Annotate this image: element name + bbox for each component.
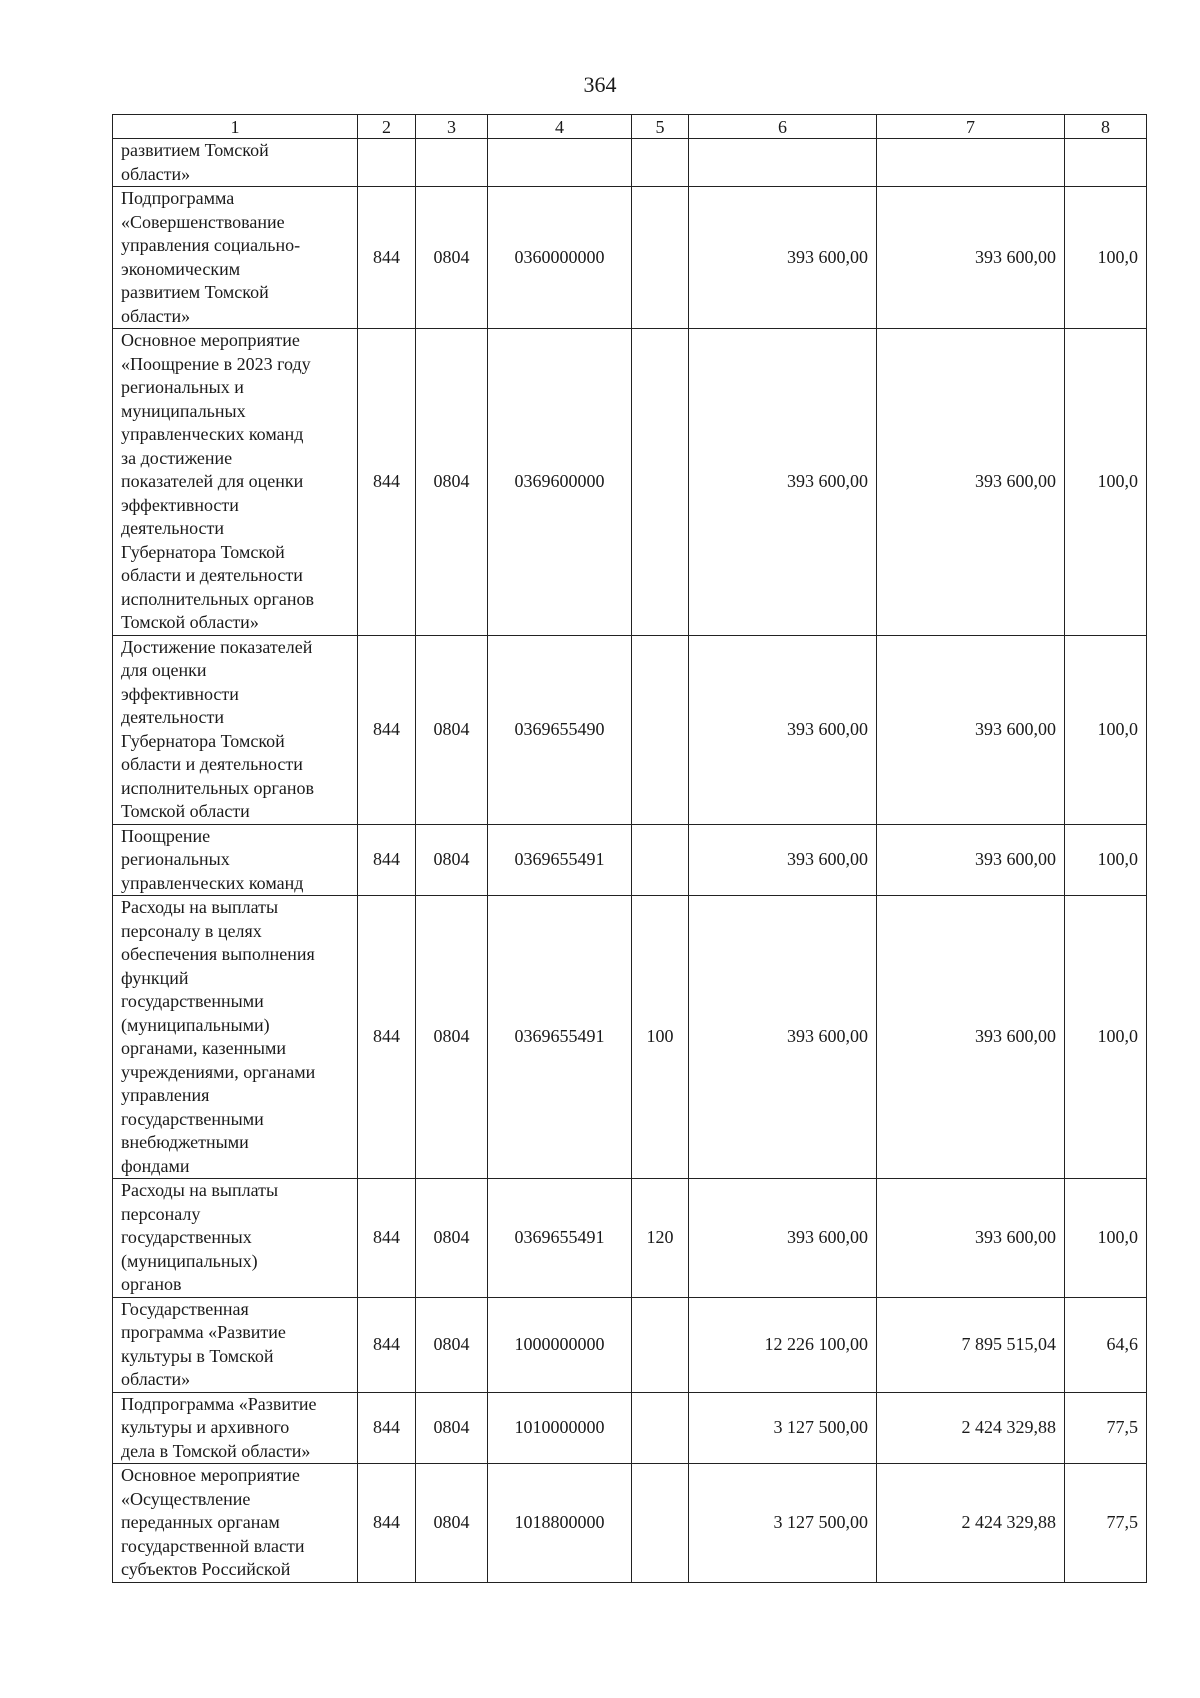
col4-cell: 0369655491: [488, 824, 632, 896]
col3-cell: 0804: [416, 187, 488, 329]
name-cell: Основное мероприятие «Поощрение в 2023 году региональных и муниципальных управленческих команд за достижение показателей для оценки эффективности деятельности Губернатора Томской области и деятельности исполнительных органов Томской области»: [113, 329, 358, 636]
col7-cell: 393 600,00: [877, 1179, 1065, 1298]
col8-cell: 100,0: [1065, 896, 1147, 1179]
col2-cell: 844: [358, 1392, 416, 1464]
col2-cell: 844: [358, 635, 416, 824]
col5-cell: 100: [632, 896, 689, 1179]
col2-cell: 844: [358, 329, 416, 636]
col2-cell: 844: [358, 1464, 416, 1583]
col3-cell: 0804: [416, 1297, 488, 1392]
col6-cell: 393 600,00: [689, 1179, 877, 1298]
col5-cell: [632, 187, 689, 329]
col5-cell: [632, 1297, 689, 1392]
col-header-7: 7: [877, 115, 1065, 139]
col-header-6: 6: [689, 115, 877, 139]
col6-cell: 3 127 500,00: [689, 1464, 877, 1583]
table-row: [113, 1392, 1147, 1464]
col8-cell: 77,5: [1065, 1392, 1147, 1464]
col5-cell: 120: [632, 1179, 689, 1298]
table-row: [113, 635, 1147, 824]
col7-cell: 393 600,00: [877, 329, 1065, 636]
col7-cell: 2 424 329,88: [877, 1392, 1065, 1464]
name-cell: Расходы на выплаты персоналу государственных (муниципальных) органов: [113, 1179, 358, 1298]
col-header-4: 4: [488, 115, 632, 139]
col6-cell: 393 600,00: [689, 187, 877, 329]
col4-cell: 1010000000: [488, 1392, 632, 1464]
col6-cell: [689, 139, 877, 187]
budget-table: [112, 114, 1147, 1583]
col2-cell: 844: [358, 187, 416, 329]
col4-cell: 0369655490: [488, 635, 632, 824]
col2-cell: 844: [358, 1179, 416, 1298]
table-row: [113, 1464, 1147, 1583]
col4-cell: 0369655491: [488, 896, 632, 1179]
col7-cell: 393 600,00: [877, 187, 1065, 329]
name-cell: Достижение показателей для оценки эффективности деятельности Губернатора Томской области и деятельности исполнительных органов Томской области: [113, 635, 358, 824]
col4-cell: 0369655491: [488, 1179, 632, 1298]
name-cell: Подпрограмма «Совершенствование управления социально- экономическим развитием Томской области»: [113, 187, 358, 329]
col8-cell: 77,5: [1065, 1464, 1147, 1583]
col4-cell: 0369600000: [488, 329, 632, 636]
col7-cell: [877, 139, 1065, 187]
col4-cell: 1018800000: [488, 1464, 632, 1583]
col-header-5: 5: [632, 115, 689, 139]
col7-cell: 7 895 515,04: [877, 1297, 1065, 1392]
name-cell: Основное мероприятие «Осуществление переданных органам государственной власти субъектов Российской: [113, 1464, 358, 1583]
table-row: [113, 824, 1147, 896]
col6-cell: 3 127 500,00: [689, 1392, 877, 1464]
table-row: [113, 187, 1147, 329]
col-header-1: 1: [113, 115, 358, 139]
col4-cell: 1000000000: [488, 1297, 632, 1392]
col5-cell: [632, 139, 689, 187]
table-row: [113, 1179, 1147, 1298]
col3-cell: 0804: [416, 329, 488, 636]
name-cell: Расходы на выплаты персоналу в целях обеспечения выполнения функций государственными (муниципальными) органами, казенными учреждениями, органами управления государственными внебюджетными фондами: [113, 896, 358, 1179]
col2-cell: [358, 139, 416, 187]
col8-cell: 100,0: [1065, 1179, 1147, 1298]
col6-cell: 393 600,00: [689, 896, 877, 1179]
table-row: [113, 329, 1147, 636]
col5-cell: [632, 635, 689, 824]
col4-cell: [488, 139, 632, 187]
col7-cell: 2 424 329,88: [877, 1464, 1065, 1583]
header-row: [113, 115, 1147, 139]
col8-cell: 64,6: [1065, 1297, 1147, 1392]
col3-cell: 0804: [416, 1464, 488, 1583]
col8-cell: 100,0: [1065, 635, 1147, 824]
col6-cell: 393 600,00: [689, 824, 877, 896]
col3-cell: 0804: [416, 1392, 488, 1464]
col8-cell: 100,0: [1065, 824, 1147, 896]
table-row: [113, 896, 1147, 1179]
col2-cell: 844: [358, 824, 416, 896]
col8-cell: 100,0: [1065, 329, 1147, 636]
col-header-3: 3: [416, 115, 488, 139]
col2-cell: 844: [358, 896, 416, 1179]
col-header-2: 2: [358, 115, 416, 139]
col3-cell: 0804: [416, 824, 488, 896]
table-row: [113, 139, 1147, 187]
name-cell: развитием Томской области»: [113, 139, 358, 187]
name-cell: Подпрограмма «Развитие культуры и архивного дела в Томской области»: [113, 1392, 358, 1464]
col3-cell: [416, 139, 488, 187]
col3-cell: 0804: [416, 1179, 488, 1298]
col8-cell: [1065, 139, 1147, 187]
table-row: [113, 1297, 1147, 1392]
col5-cell: [632, 329, 689, 636]
col6-cell: 393 600,00: [689, 329, 877, 636]
col3-cell: 0804: [416, 896, 488, 1179]
col7-cell: 393 600,00: [877, 635, 1065, 824]
col5-cell: [632, 824, 689, 896]
col6-cell: 393 600,00: [689, 635, 877, 824]
col5-cell: [632, 1464, 689, 1583]
col-header-8: 8: [1065, 115, 1147, 139]
col7-cell: 393 600,00: [877, 824, 1065, 896]
col7-cell: 393 600,00: [877, 896, 1065, 1179]
col3-cell: 0804: [416, 635, 488, 824]
col8-cell: 100,0: [1065, 187, 1147, 329]
col6-cell: 12 226 100,00: [689, 1297, 877, 1392]
name-cell: Поощрение региональных управленческих команд: [113, 824, 358, 896]
col2-cell: 844: [358, 1297, 416, 1392]
name-cell: Государственная программа «Развитие культуры в Томской области»: [113, 1297, 358, 1392]
col5-cell: [632, 1392, 689, 1464]
col4-cell: 0360000000: [488, 187, 632, 329]
page-number: 364: [583, 72, 617, 97]
